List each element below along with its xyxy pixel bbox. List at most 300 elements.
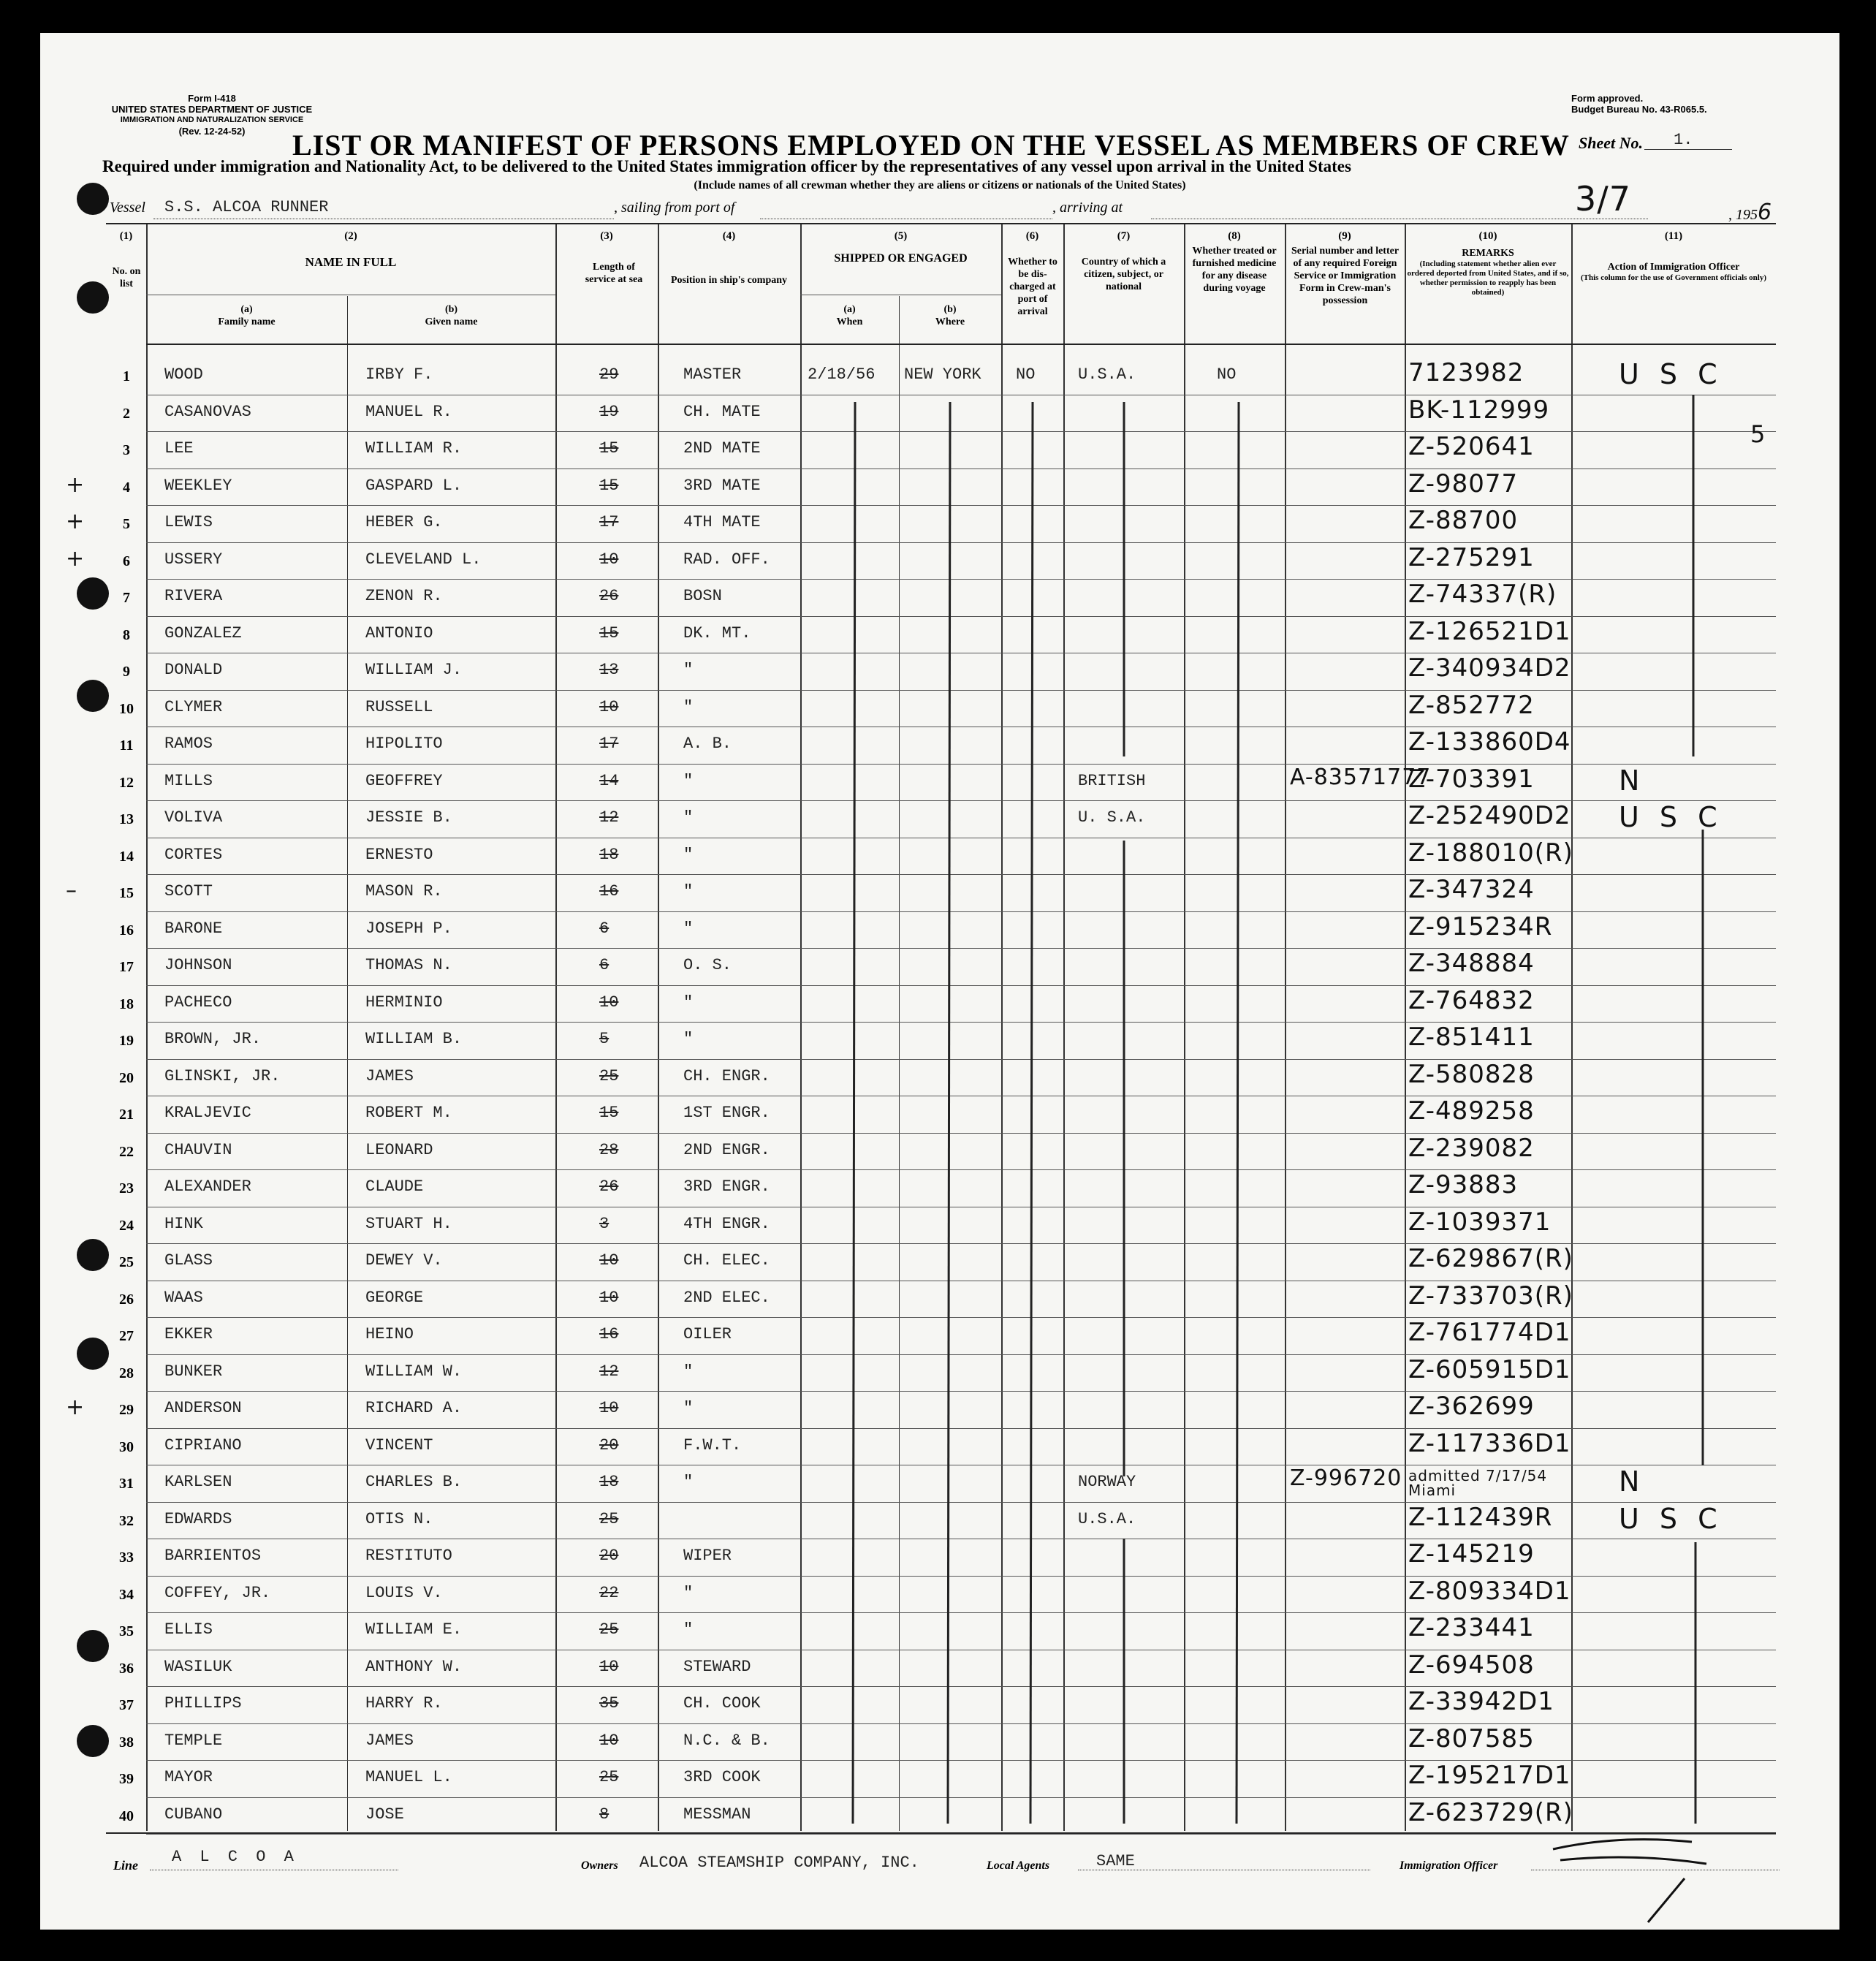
position: " <box>683 808 694 827</box>
length-of-service: 15 <box>599 476 619 495</box>
family-name: LEWIS <box>164 513 213 531</box>
row-number: 10 <box>119 700 134 717</box>
year-digit: 6 <box>1758 200 1773 225</box>
given-name: GEOFFREY <box>365 771 443 790</box>
length-of-service: 8 <box>599 1805 609 1824</box>
header-remarks-note: (Including statement whether alien ever ordered deported from United States, and if so, whether permission to reapply has been obtained) <box>1407 259 1569 297</box>
family-name: BROWN, JR. <box>164 1030 262 1048</box>
include-note: (Include names of all crewman whether they are aliens or citizens or nationals of the United States) <box>694 179 1186 191</box>
col-num-4: (4) <box>722 230 736 242</box>
row-number: 14 <box>119 848 134 865</box>
length-of-service: 18 <box>599 1473 619 1491</box>
given-name: OTIS N. <box>365 1509 433 1528</box>
row-number: 39 <box>119 1771 134 1787</box>
given-name: GASPARD L. <box>365 476 463 495</box>
length-of-service: 10 <box>599 1288 619 1307</box>
manifest-sheet <box>40 33 1839 1930</box>
immigration-action: U S C <box>1619 1502 1723 1535</box>
position: " <box>683 919 694 938</box>
treated: NO <box>1217 365 1237 384</box>
remarks: Z-489258 <box>1408 1096 1535 1126</box>
where-engaged: NEW YORK <box>904 365 981 384</box>
remarks: Z-93883 <box>1408 1170 1519 1199</box>
remarks: Z-112439R <box>1408 1502 1553 1532</box>
given-name: GEORGE <box>365 1288 424 1307</box>
service-name: IMMIGRATION AND NATURALIZATION SERVICE <box>120 115 304 124</box>
header-remarks-label: REMARKS <box>1462 248 1514 259</box>
col-num-11: (11) <box>1664 230 1683 242</box>
serial-number: Z-996720 <box>1290 1465 1402 1491</box>
given-name: WILLIAM E. <box>365 1620 463 1639</box>
row-number: 33 <box>119 1550 134 1566</box>
remarks: 7123982 <box>1408 358 1524 387</box>
header-serial: Serial number and letter of any required Foreign Service or Immigration Form in Crew-man's possession <box>1291 246 1400 306</box>
given-name: JAMES <box>365 1731 414 1750</box>
family-name: EDWARDS <box>164 1509 232 1528</box>
length-of-service: 10 <box>599 1731 619 1750</box>
budget-bureau-line: Budget Bureau No. 43-R065.5. <box>1571 104 1707 115</box>
family-name: EKKER <box>164 1325 213 1343</box>
family-name: LEE <box>164 439 194 458</box>
length-of-service: 25 <box>599 1509 619 1528</box>
position: DK. MT. <box>683 623 751 642</box>
remarks: Z-347324 <box>1408 875 1535 904</box>
remarks: Z-98077 <box>1408 469 1519 498</box>
remarks: Z-629867(R) <box>1408 1244 1573 1273</box>
row-number: 13 <box>119 811 134 827</box>
revision-date: (Rev. 12-24-52) <box>178 126 246 137</box>
row-number: 40 <box>119 1808 134 1824</box>
given-name: WILLIAM R. <box>365 439 463 458</box>
header-action-label: Action of Immigration Officer <box>1607 262 1740 273</box>
col-num-3: (3) <box>600 230 613 242</box>
family-name: MAYOR <box>164 1768 213 1786</box>
length-of-service: 15 <box>599 439 619 458</box>
family-name: RAMOS <box>164 735 213 753</box>
remarks: Z-580828 <box>1408 1059 1535 1089</box>
side-note: 5 <box>1750 420 1766 448</box>
given-name: ERNESTO <box>365 845 433 864</box>
officer-signature <box>1531 1827 1721 1930</box>
family-name: CORTES <box>164 845 223 864</box>
family-name: WASILUK <box>164 1657 232 1676</box>
family-name: SCOTT <box>164 882 213 900</box>
remarks: Z-88700 <box>1408 506 1519 535</box>
margin-mark: + <box>66 545 85 572</box>
position: BOSN <box>683 587 722 605</box>
col-num-6: (6) <box>1025 230 1039 242</box>
officer-label: Immigration Officer <box>1400 1859 1498 1872</box>
remarks: Z-252490D2 <box>1408 801 1571 830</box>
row-number: 34 <box>119 1586 134 1603</box>
position: MESSMAN <box>683 1805 751 1824</box>
header-name-in-full: NAME IN FULL <box>305 255 397 269</box>
header-shipped: SHIPPED OR ENGAGED <box>834 252 968 265</box>
length-of-service: 35 <box>599 1694 619 1712</box>
position: WIPER <box>683 1547 732 1565</box>
position: MASTER <box>683 365 742 384</box>
remarks: BK-112999 <box>1408 395 1550 425</box>
given-name: WILLIAM J. <box>365 661 463 679</box>
given-name: HARRY R. <box>365 1694 443 1712</box>
family-name: PHILLIPS <box>164 1694 242 1712</box>
family-name: RIVERA <box>164 587 223 605</box>
position: 4TH MATE <box>683 513 761 531</box>
row-number: 29 <box>119 1402 134 1418</box>
family-name: KARLSEN <box>164 1473 232 1491</box>
given-name: ANTHONY W. <box>365 1657 463 1676</box>
family-name: BARONE <box>164 919 223 938</box>
country: U.S.A. <box>1078 365 1136 384</box>
family-name: ALEXANDER <box>164 1177 251 1196</box>
country: BRITISH <box>1078 771 1146 790</box>
remarks: Z-915234R <box>1408 911 1553 941</box>
position: 3RD ENGR. <box>683 1177 770 1196</box>
position: " <box>683 993 694 1012</box>
approval-line: Form approved. <box>1571 93 1644 104</box>
header-length: Length of service at sea <box>585 262 643 285</box>
family-name: BARRIENTOS <box>164 1547 262 1565</box>
arriving-label: , arriving at <box>1052 200 1123 216</box>
family-name: TEMPLE <box>164 1731 223 1750</box>
length-of-service: 6 <box>599 956 609 974</box>
discharged: NO <box>1016 365 1036 384</box>
header-no-on-list: No. on list <box>112 266 141 289</box>
position: A. B. <box>683 735 732 753</box>
length-of-service: 14 <box>599 771 619 790</box>
when-engaged: 2/18/56 <box>808 365 876 384</box>
margin-mark: + <box>66 471 85 498</box>
given-name: MANUEL L. <box>365 1768 452 1786</box>
department-name: UNITED STATES DEPARTMENT OF JUSTICE <box>111 104 313 115</box>
sheet-number-value: 1. <box>1674 131 1693 149</box>
length-of-service: 22 <box>599 1583 619 1602</box>
col-num-7: (7) <box>1117 230 1131 242</box>
row-number: 32 <box>119 1512 134 1529</box>
position: 2ND MATE <box>683 439 761 458</box>
given-name: RUSSELL <box>365 697 433 716</box>
row-number: 1 <box>123 368 130 384</box>
given-name: CLEVELAND L. <box>365 550 482 569</box>
row-number: 19 <box>119 1033 134 1049</box>
given-name: MANUEL R. <box>365 402 452 421</box>
row-number: 35 <box>119 1623 134 1639</box>
row-number: 3 <box>123 442 130 458</box>
margin-mark: + <box>66 509 85 534</box>
length-of-service: 25 <box>599 1066 619 1085</box>
given-name: MASON R. <box>365 882 443 900</box>
family-name: CHAUVIN <box>164 1140 232 1159</box>
position: 3RD MATE <box>683 476 761 495</box>
position: " <box>683 845 694 864</box>
row-number: 24 <box>119 1217 134 1234</box>
remarks: Z-761774D1 <box>1408 1318 1571 1347</box>
margin-mark: + <box>66 1395 85 1420</box>
header-where-label: Where <box>935 316 965 327</box>
length-of-service: 12 <box>599 808 619 827</box>
row-number: 38 <box>119 1734 134 1751</box>
header-treated: Whether treated or furnished medicine for any disease during voyage <box>1192 246 1277 294</box>
remarks: Z-275291 <box>1408 542 1535 572</box>
given-name: THOMAS N. <box>365 956 452 974</box>
row-number: 21 <box>119 1107 134 1123</box>
position: STEWARD <box>683 1657 751 1676</box>
vessel-name: S.S. ALCOA RUNNER <box>164 198 329 216</box>
family-name: KRALJEVIC <box>164 1104 251 1122</box>
col-num-2: (2) <box>344 230 357 242</box>
immigration-action: N <box>1619 764 1646 797</box>
row-number: 6 <box>123 553 130 569</box>
family-name: MILLS <box>164 771 213 790</box>
family-name: WOOD <box>164 365 203 384</box>
position: 4TH ENGR. <box>683 1214 770 1233</box>
given-name: RESTITUTO <box>365 1547 452 1565</box>
position: N.C. & B. <box>683 1731 770 1750</box>
remarks: Z-117336D1 <box>1408 1428 1571 1458</box>
row-number: 27 <box>119 1328 134 1344</box>
length-of-service: 19 <box>599 402 619 421</box>
family-name: WEEKLEY <box>164 476 232 495</box>
row-number: 30 <box>119 1438 134 1455</box>
remarks: Z-520641 <box>1408 432 1535 461</box>
row-number: 18 <box>119 995 134 1012</box>
given-name: ZENON R. <box>365 587 443 605</box>
row-number: 11 <box>119 737 134 754</box>
family-name: GLASS <box>164 1251 213 1270</box>
position: CH. ELEC. <box>683 1251 770 1270</box>
family-name: CASANOVAS <box>164 402 251 421</box>
given-name: LEONARD <box>365 1140 433 1159</box>
country: NORWAY <box>1078 1473 1136 1491</box>
row-number: 28 <box>119 1365 134 1381</box>
row-number: 12 <box>119 774 134 791</box>
given-name: CLAUDE <box>365 1177 424 1196</box>
family-name: WAAS <box>164 1288 203 1307</box>
position: " <box>683 1473 694 1491</box>
remarks: Z-133860D4 <box>1408 727 1571 756</box>
remarks: Z-807585 <box>1408 1723 1535 1753</box>
country: U. S.A. <box>1078 808 1146 827</box>
length-of-service: 16 <box>599 1325 619 1343</box>
footer <box>106 1842 1780 1886</box>
family-name: HINK <box>164 1214 203 1233</box>
length-of-service: 26 <box>599 1177 619 1196</box>
row-number: 20 <box>119 1069 134 1086</box>
remarks: Z-703391 <box>1408 764 1535 794</box>
header-family-letter: (a) <box>240 304 253 315</box>
position: 2ND ENGR. <box>683 1140 770 1159</box>
family-name: PACHECO <box>164 993 232 1012</box>
immigration-action: U S C <box>1619 801 1723 833</box>
ditto-marks <box>40 33 1839 1930</box>
given-name: HEINO <box>365 1325 414 1343</box>
family-name: ELLIS <box>164 1620 213 1639</box>
length-of-service: 3 <box>599 1214 609 1233</box>
length-of-service: 6 <box>599 919 609 938</box>
col-num-8: (8) <box>1228 230 1241 242</box>
family-name: ANDERSON <box>164 1399 242 1417</box>
position: OILER <box>683 1325 732 1343</box>
position: CH. MATE <box>683 402 761 421</box>
family-name: DONALD <box>164 661 223 679</box>
given-name: CHARLES B. <box>365 1473 463 1491</box>
header-country: Country of which a citizen, subject, or national <box>1081 257 1166 292</box>
length-of-service: 13 <box>599 661 619 679</box>
remarks: admitted 7/17/54 Miami <box>1408 1467 1548 1499</box>
header-discharged: Whether to be dis-charged at port of arrival <box>1008 257 1057 317</box>
position: 1ST ENGR. <box>683 1104 770 1122</box>
length-of-service: 25 <box>599 1768 619 1786</box>
given-name: IRBY F. <box>365 365 433 384</box>
remarks: Z-605915D1 <box>1408 1354 1571 1384</box>
row-number: 7 <box>123 590 130 606</box>
length-of-service: 29 <box>599 365 619 384</box>
given-name: JAMES <box>365 1066 414 1085</box>
position: " <box>683 882 694 900</box>
given-name: ANTONIO <box>365 623 433 642</box>
serial-number: A-83571777 <box>1290 764 1432 790</box>
requirement-line: Required under immigration and Nationality Act, to be delivered to the United States immigration officer by the representatives of any vessel upon arrival in the United States <box>102 157 1351 175</box>
length-of-service: 25 <box>599 1620 619 1639</box>
length-of-service: 15 <box>599 623 619 642</box>
length-of-service: 28 <box>599 1140 619 1159</box>
position: " <box>683 771 694 790</box>
remarks: Z-851411 <box>1408 1023 1535 1052</box>
sheet-label: Sheet No. <box>1579 134 1643 152</box>
family-name: CUBANO <box>164 1805 223 1824</box>
position: 2ND ELEC. <box>683 1288 770 1307</box>
remarks: Z-195217D1 <box>1408 1761 1571 1790</box>
remarks: Z-623729(R) <box>1408 1797 1573 1827</box>
col-num-9: (9) <box>1338 230 1351 242</box>
family-name: CIPRIANO <box>164 1435 242 1454</box>
given-name: VINCENT <box>365 1435 433 1454</box>
length-of-service: 10 <box>599 550 619 569</box>
family-name: BUNKER <box>164 1362 223 1381</box>
length-of-service: 15 <box>599 1104 619 1122</box>
header-position: Position in ship's company <box>670 275 788 286</box>
line-value: A L C O A <box>172 1848 298 1866</box>
length-of-service: 10 <box>599 1399 619 1417</box>
owners-value: ALCOA STEAMSHIP COMPANY, INC. <box>639 1854 919 1872</box>
row-number: 17 <box>119 959 134 975</box>
remarks: Z-145219 <box>1408 1539 1535 1569</box>
length-of-service: 20 <box>599 1435 619 1454</box>
sailing-label: , sailing from port of <box>614 200 735 216</box>
given-name: HIPOLITO <box>365 735 443 753</box>
arrival-date: 3/7 <box>1575 179 1632 219</box>
remarks: Z-852772 <box>1408 690 1535 720</box>
given-name: JOSE <box>365 1805 404 1824</box>
position: " <box>683 1030 694 1048</box>
header-where-letter: (b) <box>943 304 957 315</box>
given-name: LOUIS V. <box>365 1583 443 1602</box>
position: RAD. OFF. <box>683 550 770 569</box>
remarks: Z-188010(R) <box>1408 838 1573 868</box>
length-of-service: 26 <box>599 587 619 605</box>
immigration-action: N <box>1619 1465 1646 1498</box>
remarks: Z-1039371 <box>1408 1207 1552 1237</box>
year-prefix: , 195 <box>1728 207 1758 223</box>
row-number: 23 <box>119 1180 134 1196</box>
row-number: 2 <box>123 405 130 422</box>
row-number: 8 <box>123 626 130 643</box>
position: " <box>683 1620 694 1639</box>
remarks: Z-764832 <box>1408 985 1535 1015</box>
length-of-service: 18 <box>599 845 619 864</box>
header-family-label: Family name <box>218 316 276 327</box>
length-of-service: 10 <box>599 1657 619 1676</box>
immigration-action: U S C <box>1619 358 1723 390</box>
family-name: USSERY <box>164 550 223 569</box>
remarks: Z-809334D1 <box>1408 1576 1571 1606</box>
remarks: Z-33942D1 <box>1408 1687 1554 1716</box>
row-number: 5 <box>123 516 130 532</box>
given-name: ROBERT M. <box>365 1104 452 1122</box>
form-number: Form I-418 <box>188 93 236 104</box>
position: " <box>683 1362 694 1381</box>
given-name: HERMINIO <box>365 993 443 1012</box>
country: U.S.A. <box>1078 1509 1136 1528</box>
row-number: 22 <box>119 1143 134 1160</box>
remarks: Z-126521D1 <box>1408 616 1571 646</box>
header-given-letter: (b) <box>444 304 458 315</box>
row-number: 37 <box>119 1697 134 1713</box>
given-name: JOSEPH P. <box>365 919 452 938</box>
family-name: GLINSKI, JR. <box>164 1066 281 1085</box>
position: " <box>683 661 694 679</box>
family-name: VOLIVA <box>164 808 223 827</box>
family-name: CLYMER <box>164 697 223 716</box>
col-num-1: (1) <box>119 230 133 242</box>
length-of-service: 12 <box>599 1362 619 1381</box>
row-number: 36 <box>119 1660 134 1677</box>
length-of-service: 17 <box>599 513 619 531</box>
row-number: 4 <box>123 479 130 496</box>
position: " <box>683 1399 694 1417</box>
remarks: Z-239082 <box>1408 1133 1535 1163</box>
row-number: 9 <box>123 664 130 680</box>
given-name: JESSIE B. <box>365 808 452 827</box>
position: CH. ENGR. <box>683 1066 770 1085</box>
owners-label: Owners <box>581 1859 618 1872</box>
page-title: LIST OR MANIFEST OF PERSONS EMPLOYED ON THE VESSEL AS MEMBERS OF CREW <box>292 129 1570 162</box>
agents-label: Local Agents <box>987 1859 1050 1872</box>
given-name: HEBER G. <box>365 513 443 531</box>
agents-value: SAME <box>1096 1852 1135 1870</box>
row-number: 25 <box>119 1254 134 1270</box>
row-number: 16 <box>119 922 134 938</box>
family-name: JOHNSON <box>164 956 232 974</box>
given-name: RICHARD A. <box>365 1399 463 1417</box>
remarks: Z-348884 <box>1408 949 1535 978</box>
header-action-note: (This column for the use of Government officials only) <box>1580 273 1766 282</box>
length-of-service: 10 <box>599 697 619 716</box>
row-number: 31 <box>119 1476 134 1492</box>
remarks: Z-340934D2 <box>1408 653 1571 683</box>
position: " <box>683 697 694 716</box>
header-given-label: Given name <box>425 316 478 327</box>
remarks: Z-233441 <box>1408 1613 1535 1642</box>
given-name: WILLIAM B. <box>365 1030 463 1048</box>
remarks: Z-694508 <box>1408 1650 1535 1680</box>
position: O. S. <box>683 956 732 974</box>
position: 3RD COOK <box>683 1768 761 1786</box>
length-of-service: 5 <box>599 1030 609 1048</box>
given-name: WILLIAM W. <box>365 1362 463 1381</box>
margin-mark: – <box>66 878 77 903</box>
vessel-label: Vessel <box>110 200 145 216</box>
